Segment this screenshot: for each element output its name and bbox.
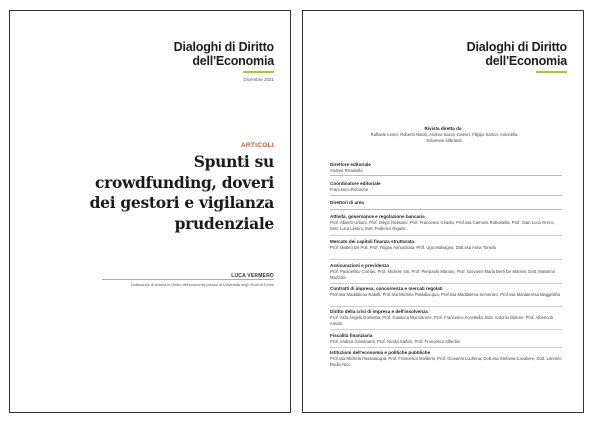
area-divider	[330, 235, 562, 236]
area-block	[330, 263, 562, 280]
area-title: Istituzioni dell'economia e politiche pubbliche	[330, 350, 431, 355]
area-title: Mercato dei capitali finanza strutturata	[330, 239, 414, 244]
directors-list: Raffaele Lener, Roberto Natoli, Andrea Sacco Ginevri, Filippo Sartori, Antonella Sciarrone Alibrandi	[370, 132, 518, 143]
area-block	[330, 214, 562, 231]
area-block	[330, 309, 562, 326]
masthead-page	[302, 10, 584, 413]
section-label: ARTICOLI	[240, 142, 274, 149]
directed-by-label: Rivista diretta da	[424, 126, 462, 131]
journal-title-line1: Dialoghi di Diritto	[466, 40, 567, 54]
area-title: Fiscalità finanziaria	[330, 333, 373, 338]
area-members: Prof. Alberto Urbani, Prof. Diego Rossano, Prof. Francesco Ciraolo, Prof.ssa Carmela Robustella, Prof. Gian Luca Greco, Dott. Luca Lentini, Dott. Federico Riganti	[330, 220, 555, 231]
area-block	[330, 350, 562, 367]
coordinator-name: Francesco Ruccione	[330, 187, 369, 192]
journal-accent-rule	[536, 71, 567, 73]
journal-title-line1: Dialoghi di Diritto	[173, 40, 274, 54]
area-block	[330, 286, 562, 298]
issue-date: Dicembre 2021	[243, 77, 274, 82]
area-divider	[330, 283, 562, 284]
author-name: LUCA VERMERO	[231, 273, 274, 279]
cover-page	[9, 10, 291, 413]
divider	[330, 209, 562, 210]
coordinator-label: Coordinatore editoriale	[330, 181, 381, 186]
area-title: Assicurazioni e previdenza	[330, 263, 389, 268]
area-block	[330, 333, 562, 345]
area-directors-label: Direttori di area	[330, 200, 364, 205]
divider	[330, 195, 562, 196]
area-divider	[330, 306, 562, 307]
divider	[330, 175, 562, 176]
area-members: Prof.ssa Maddalena Rabitti, Prof.ssa Michela Passalacqua, Prof.ssa Maddalena Semeraro, Prof.ssa Mariateresa Maggiolino	[330, 292, 561, 297]
area-divider	[330, 347, 562, 348]
area-members: Prof. Paoloefisio Corrias, Prof. Michele Siri, Prof. Pierpaolo Marano, Prof. Giovanni Maria Berti De Marinis, Dott. Massimo Mazzola	[330, 269, 556, 280]
journal-title-line2: dell'Economia	[485, 54, 567, 68]
journal-accent-rule	[243, 71, 274, 73]
author-divider	[102, 279, 274, 280]
area-members: Prof. Matteo De Poli, Prof. Filippo Annunziata, Prof. Ugo Malvagna, Dott.ssa Anna Toniolo	[330, 245, 497, 250]
area-title: Diritto della crisi di impresa e dell'insolvenza	[330, 309, 428, 314]
editorial-director-block	[330, 162, 562, 174]
area-members: Prof.ssa Michela Passalacqua, Prof. Francesco Moliterni, Prof. Giovanni Luchena, Dott.ssa Stefania Cavaliere, Dott. Lorenzo Rodio Nico	[330, 356, 562, 367]
area-title: Attività, governance e regolazione bancaria	[330, 214, 425, 219]
article-title: Spunti su crowdfunding, doveri dei gestori e vigilanza prudenziale	[89, 152, 274, 233]
area-divider	[330, 329, 562, 330]
area-block	[330, 239, 562, 251]
area-members: Prof. Aldo Angelo Dolmetta, Prof. Gianluca Mucciarone, Prof. Francesco Accettella, Dott. Antonio Didone, Prof. Alberto di Amato	[330, 315, 554, 326]
editorial-director-label: Direttore editoriale	[330, 162, 371, 167]
area-title: Contratti di impresa, concorrenza e mercati regolati	[330, 286, 443, 291]
area-divider	[330, 259, 562, 260]
journal-title-line2: dell'Economia	[192, 54, 274, 68]
coordinator-block	[330, 181, 562, 193]
area-members: Prof. Andrea Giovanardi, Prof. Nicola Sartori, Prof. Francesco Albertini	[330, 339, 461, 344]
author-affiliation: Dottorando di ricerca in Diritto dell'economia presso la Università degli Studi di Torino	[131, 283, 274, 287]
editorial-director-name: Andrea Pisaniello	[330, 168, 363, 173]
